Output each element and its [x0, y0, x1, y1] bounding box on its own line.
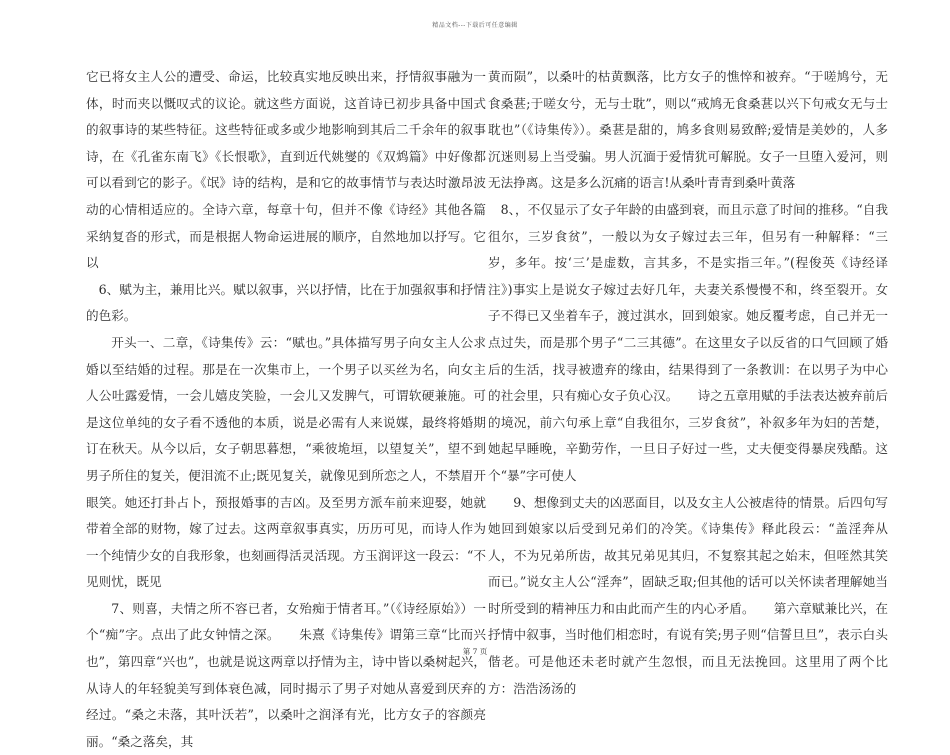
paragraph: 8、，不仅显示了女子年龄的由盛到衰，而且示意了时间的推移。“自我徂尔，三岁食贫”，一般以为女子嫁过去三年，但另有一种解释：“三岁，多年。按‘三’是虚数，言其多，不是实指三年。”(程俊英《诗经译注》)事实上是说女子嫁过去好几年，夫妻关系慢慢不和，终至裂开。女子不得已又坐着车子，渡过淇水，回到娘家。她反覆考虑，自己并无一点过失，而是那个男子“二三其德”。在这里女子以反省的口气回顾了婚后的生活，找寻被遗弃的缘由，结果得到了一条教训：在以男子为中心的社会里，只有痴心女子负心汉。 诗之五章用赋的手法表达被弃前后的境况，前六句承上章“自我徂尔，三岁食贫”，补叙多年为妇的苦楚，她起早睡晚，辛勤劳作，一旦日子好过一些，丈夫便变得暴戾残酷。这个“暴”字可使人 — [488, 201, 888, 483]
page-number: 第 7 页 — [462, 647, 488, 656]
paragraph: 7、则喜，夫情之所不容已者，女殆痴于情者耳。”（《诗经原始》）一个“痴”字。点出了此女钟情之深。 朱熹《诗集传》谓第三章“比而兴也”，第四章“兴也”，也就是说这两章以抒情为主，诗中皆以桑树起兴，从诗人的年轻貌美写到体衰色减，同时揭示了男子对她从喜爱到厌弃的经过。“桑之未落，其叶沃若”，以桑叶之润泽有光，比方女子的容颜亮丽。“桑之落矣，其 — [86, 600, 486, 749]
paragraph: 9、想像到丈夫的凶恶面目，以及女主人公被虐待的情景。后四句写她回到娘家以后受到兄弟们的冷笑。《诗集传》释此段云：“盖淫奔从人，不为兄弟所齿，故其兄弟见其归，不复察其起之始末，但咥然其笑而已。”说女主人公“淫奔”，固缺乏取;但其他的话可以关怀读者理解她当时所受到的精神压力和由此而产生的内心矛盾。 第六章赋兼比兴，在抒情中叙事，当时他们相恋时，有说有笑;男子则“信誓旦旦”，表示白头偕老。可是他还未老时就产生忽恨，而且无法挽回。这里用了两个比方：浩浩汤汤的 — [488, 494, 888, 696]
paragraph: 它已将女主人公的遭受、命运，比较真实地反映出来，抒情叙事融为一体，时而夹以慨叹式的议论。就这些方面说，这首诗已初步具备中国式的叙事诗的某些特征。这些特征或多或少地影响到其后二千余年的叙事诗，在《孔雀东南飞》《长恨歌》，直到近代姚燮的《双鸩篇》中好像都可以看到它的影子。《氓》诗的结构，是和它的故事情节与表达时激昂波动的心情相适应的。全诗六章，每章十句，但并不像《诗经》其他各篇采纳复沓的形式，而是根据人物命运进展的顺序，自然地加以抒写。它以 — [86, 69, 486, 271]
paragraph: 6、赋为主，兼用比兴。赋以叙事，兴以抒情，比在于加强叙事和抒情的色彩。 — [86, 281, 486, 324]
right-column — [488, 64, 888, 702]
paragraph: 黄而陨”，以桑叶的枯黄飘落，比方女子的憔悴和被弃。“于嗟鸠兮，无食桑葚;于嗟女兮，无与士耽”，则以“戒鸠无食桑葚以兴下句戒女无与士耽也”（《诗集传》）。桑葚是甜的，鸠多食则易致醉;爱情是美妙的，人多沉迷则易上当受骗。男人沉湎于爱情犹可解脱。女子一旦堕入爱河，则无法挣离。这是多么沉痛的语言!从桑叶青青到桑叶黄落 — [488, 69, 888, 191]
paragraph: 开头一、二章，《诗集传》云：“赋也。”具体描写男子向女主人公求婚以至结婚的过程。那是在一次集市上，一个男子以买丝为名，向女主人公吐露爱情，一会儿嬉皮笑脸，一会儿又发脾气，可谓软硬兼施。可是这位单纯的女子看不透他的本质，说是必需有人来说媒，最终将婚期订在秋天。从今以后，女子朝思暮想，“乘彼垝垣，以望复关”，望不到男子所住的复关，便泪流不止;既见复关，就像见到所恋之人，不禁眉开眼笑。她还打卦占卜，预报婚事的吉凶。及至男方派车前来迎娶，她就带着全部的财物，嫁了过去。这两章叙事真实，历历可见，而诗人作为一个纯情少女的自我形象，也刻画得活灵活现。方玉润评这一段云：“不见则忧，既见 — [86, 334, 486, 590]
page-header: 精品文档---下载后可任意编辑 — [432, 22, 518, 29]
